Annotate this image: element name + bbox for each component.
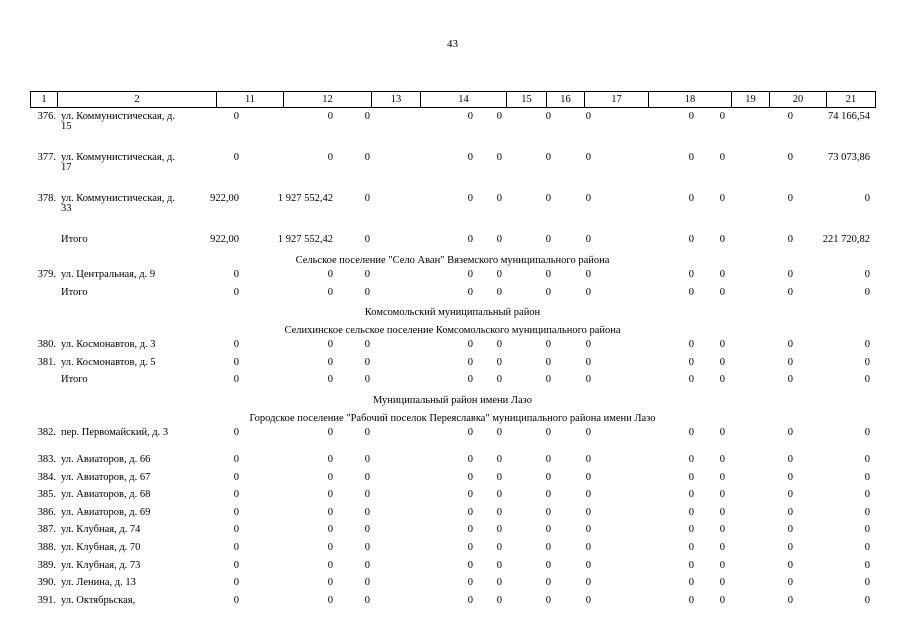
cell-col-18: 0 bbox=[688, 489, 694, 501]
table-row bbox=[0, 270, 905, 288]
cell-col-18: 0 bbox=[688, 356, 694, 368]
header-col-1: 1 bbox=[31, 92, 58, 107]
cell-col-18: 0 bbox=[688, 152, 694, 163]
cell-col-21: 221 720,82 bbox=[822, 234, 870, 245]
cell-col-16: 0 bbox=[545, 286, 551, 298]
table-row bbox=[0, 490, 905, 508]
cell-col-20: 0 bbox=[787, 454, 793, 466]
cell-col-15: 0 bbox=[496, 454, 502, 466]
cell-col-18: 0 bbox=[688, 339, 694, 351]
header-col-13: 13 bbox=[372, 92, 421, 107]
header-col-15: 15 bbox=[507, 92, 547, 107]
cell-col-16: 0 bbox=[545, 524, 551, 536]
table-row bbox=[0, 340, 905, 358]
cell-col-15: 0 bbox=[496, 506, 502, 518]
cell-col-20: 0 bbox=[787, 286, 793, 298]
cell-col-17: 0 bbox=[585, 427, 591, 439]
cell-col-12: 0 bbox=[327, 471, 333, 483]
row-address: ул. Авиаторов, д. 69 bbox=[61, 506, 151, 518]
cell-col-20: 0 bbox=[787, 524, 793, 536]
cell-col-12: 0 bbox=[327, 269, 333, 281]
cell-col-19: 0 bbox=[719, 454, 725, 466]
cell-col-21: 0 bbox=[864, 193, 870, 204]
cell-col-15: 0 bbox=[496, 427, 502, 439]
row-address: Итого bbox=[61, 374, 88, 386]
cell-col-20: 0 bbox=[787, 471, 793, 483]
section-heading: Муниципальный район имени Лазо bbox=[372, 395, 533, 407]
cell-col-12: 0 bbox=[327, 524, 333, 536]
row-number: 381. bbox=[37, 356, 56, 368]
cell-col-21: 0 bbox=[864, 506, 870, 518]
cell-col-12: 0 bbox=[327, 374, 333, 386]
cell-col-13: 0 bbox=[364, 193, 370, 204]
cell-col-13: 0 bbox=[364, 286, 370, 298]
section-heading: Селихинское сельское поселение Комсомольского муниципального района bbox=[284, 324, 621, 336]
cell-col-18: 0 bbox=[688, 269, 694, 281]
row-address: Итого bbox=[61, 234, 88, 245]
cell-col-14: 0 bbox=[467, 234, 473, 245]
cell-col-21: 0 bbox=[864, 559, 870, 571]
cell-col-13: 0 bbox=[364, 152, 370, 163]
cell-col-14: 0 bbox=[467, 427, 473, 439]
table-row bbox=[0, 596, 905, 614]
cell-col-13: 0 bbox=[364, 559, 370, 571]
section-heading: Городское поселение "Рабочий поселок Переяславка" муниципального района имени Лазо bbox=[249, 412, 656, 424]
cell-col-19: 0 bbox=[719, 152, 725, 163]
row-number: 387. bbox=[37, 524, 56, 536]
cell-col-11: 0 bbox=[233, 374, 239, 386]
row-address: Итого bbox=[61, 286, 88, 298]
cell-col-13: 0 bbox=[364, 542, 370, 554]
cell-col-16: 0 bbox=[545, 542, 551, 554]
cell-col-14: 0 bbox=[467, 286, 473, 298]
cell-col-15: 0 bbox=[496, 193, 502, 204]
cell-col-12: 0 bbox=[327, 506, 333, 518]
row-number: 376. bbox=[37, 111, 56, 122]
cell-col-17: 0 bbox=[585, 193, 591, 204]
cell-col-13: 0 bbox=[364, 427, 370, 439]
cell-col-19: 0 bbox=[719, 339, 725, 351]
cell-col-15: 0 bbox=[496, 559, 502, 571]
row-address: ул. Авиаторов, д. 68 bbox=[61, 489, 151, 501]
cell-col-19: 0 bbox=[719, 524, 725, 536]
cell-col-20: 0 bbox=[787, 594, 793, 606]
table-body bbox=[0, 112, 905, 613]
cell-col-16: 0 bbox=[545, 356, 551, 368]
table-row bbox=[0, 578, 905, 596]
cell-col-21: 0 bbox=[864, 286, 870, 298]
table-row bbox=[0, 112, 905, 153]
cell-col-13: 0 bbox=[364, 356, 370, 368]
cell-col-17: 0 bbox=[585, 542, 591, 554]
header-col-16: 16 bbox=[547, 92, 585, 107]
cell-col-11: 0 bbox=[233, 427, 239, 439]
cell-col-18: 0 bbox=[688, 506, 694, 518]
table-header bbox=[30, 91, 876, 108]
cell-col-16: 0 bbox=[545, 193, 551, 204]
table-row bbox=[0, 358, 905, 376]
cell-col-12: 0 bbox=[327, 594, 333, 606]
header-col-20: 20 bbox=[770, 92, 827, 107]
cell-col-11: 0 bbox=[233, 559, 239, 571]
row-address: ул. Космонавтов, д. 3 bbox=[61, 339, 156, 351]
cell-col-16: 0 bbox=[545, 152, 551, 163]
cell-col-12: 0 bbox=[327, 577, 333, 589]
row-address: ул. Космонавтов, д. 5 bbox=[61, 356, 156, 368]
cell-col-12: 0 bbox=[327, 111, 333, 122]
cell-col-14: 0 bbox=[467, 193, 473, 204]
cell-col-17: 0 bbox=[585, 269, 591, 281]
cell-col-14: 0 bbox=[467, 269, 473, 281]
cell-col-20: 0 bbox=[787, 193, 793, 204]
cell-col-16: 0 bbox=[545, 339, 551, 351]
cell-col-15: 0 bbox=[496, 152, 502, 163]
row-address: ул. Авиаторов, д. 66 bbox=[61, 454, 151, 466]
header-col-17: 17 bbox=[585, 92, 649, 107]
cell-col-18: 0 bbox=[688, 286, 694, 298]
cell-col-20: 0 bbox=[787, 234, 793, 245]
cell-col-18: 0 bbox=[688, 374, 694, 386]
cell-col-18: 0 bbox=[688, 559, 694, 571]
cell-col-18: 0 bbox=[688, 111, 694, 122]
cell-col-17: 0 bbox=[585, 577, 591, 589]
cell-col-20: 0 bbox=[787, 542, 793, 554]
cell-col-17: 0 bbox=[585, 286, 591, 298]
cell-col-12: 0 bbox=[327, 152, 333, 163]
cell-col-21: 0 bbox=[864, 339, 870, 351]
cell-col-16: 0 bbox=[545, 427, 551, 439]
cell-col-17: 0 bbox=[585, 454, 591, 466]
cell-col-16: 0 bbox=[545, 269, 551, 281]
cell-col-21: 0 bbox=[864, 524, 870, 536]
cell-col-11: 0 bbox=[233, 489, 239, 501]
cell-col-15: 0 bbox=[496, 111, 502, 122]
cell-col-14: 0 bbox=[467, 374, 473, 386]
cell-col-15: 0 bbox=[496, 542, 502, 554]
cell-col-19: 0 bbox=[719, 559, 725, 571]
cell-col-17: 0 bbox=[585, 471, 591, 483]
cell-col-11: 922,00 bbox=[210, 234, 239, 245]
cell-col-20: 0 bbox=[787, 111, 793, 122]
cell-col-18: 0 bbox=[688, 577, 694, 589]
cell-col-20: 0 bbox=[787, 269, 793, 281]
cell-col-12: 0 bbox=[327, 339, 333, 351]
cell-col-14: 0 bbox=[467, 339, 473, 351]
cell-col-14: 0 bbox=[467, 454, 473, 466]
cell-col-12: 0 bbox=[327, 489, 333, 501]
table-row bbox=[0, 543, 905, 561]
cell-col-14: 0 bbox=[467, 577, 473, 589]
cell-col-15: 0 bbox=[496, 594, 502, 606]
cell-col-19: 0 bbox=[719, 471, 725, 483]
row-address: ул. Авиаторов, д. 67 bbox=[61, 471, 151, 483]
cell-col-20: 0 bbox=[787, 577, 793, 589]
cell-col-14: 0 bbox=[467, 542, 473, 554]
header-col-21: 21 bbox=[845, 94, 857, 105]
row-address: ул. Коммунистическая, д. 17 bbox=[61, 152, 175, 173]
cell-col-19: 0 bbox=[719, 374, 725, 386]
cell-col-14: 0 bbox=[467, 152, 473, 163]
cell-col-16: 0 bbox=[545, 506, 551, 518]
header-col-11: 11 bbox=[217, 92, 284, 107]
cell-col-17: 0 bbox=[585, 111, 591, 122]
cell-col-13: 0 bbox=[364, 506, 370, 518]
cell-col-17: 0 bbox=[585, 234, 591, 245]
cell-col-12: 0 bbox=[327, 356, 333, 368]
cell-col-20: 0 bbox=[787, 506, 793, 518]
cell-col-21: 73 073,86 bbox=[828, 152, 870, 163]
cell-col-11: 0 bbox=[233, 152, 239, 163]
row-number: 385. bbox=[37, 489, 56, 501]
row-address: ул. Клубная, д. 70 bbox=[61, 542, 141, 554]
cell-col-17: 0 bbox=[585, 489, 591, 501]
cell-col-12: 0 bbox=[327, 559, 333, 571]
cell-col-16: 0 bbox=[545, 111, 551, 122]
cell-col-20: 0 bbox=[787, 374, 793, 386]
cell-col-16: 0 bbox=[545, 454, 551, 466]
header-col-12: 12 bbox=[284, 92, 372, 107]
cell-col-15: 0 bbox=[496, 286, 502, 298]
cell-col-20: 0 bbox=[787, 489, 793, 501]
cell-col-13: 0 bbox=[364, 111, 370, 122]
row-number: 377. bbox=[37, 152, 56, 163]
cell-col-21: 0 bbox=[864, 374, 870, 386]
row-address: ул. Октябрьская, bbox=[61, 594, 136, 606]
cell-col-13: 0 bbox=[364, 524, 370, 536]
cell-col-13: 0 bbox=[364, 489, 370, 501]
cell-col-17: 0 bbox=[585, 339, 591, 351]
row-number: 391. bbox=[37, 594, 56, 606]
table-row bbox=[0, 235, 905, 253]
row-address: ул. Коммунистическая, д. 33 bbox=[61, 193, 175, 214]
cell-col-14: 0 bbox=[467, 506, 473, 518]
cell-col-19: 0 bbox=[719, 594, 725, 606]
cell-col-12: 0 bbox=[327, 542, 333, 554]
cell-col-16: 0 bbox=[545, 374, 551, 386]
cell-col-17: 0 bbox=[585, 374, 591, 386]
cell-col-19: 0 bbox=[719, 577, 725, 589]
cell-col-19: 0 bbox=[719, 111, 725, 122]
row-number: 389. bbox=[37, 559, 56, 571]
row-number: 384. bbox=[37, 471, 56, 483]
cell-col-20: 0 bbox=[787, 427, 793, 439]
cell-col-19: 0 bbox=[719, 542, 725, 554]
cell-col-17: 0 bbox=[585, 524, 591, 536]
cell-col-18: 0 bbox=[688, 594, 694, 606]
cell-col-14: 0 bbox=[467, 356, 473, 368]
cell-col-21: 0 bbox=[864, 471, 870, 483]
cell-col-19: 0 bbox=[719, 286, 725, 298]
cell-col-21: 0 bbox=[864, 427, 870, 439]
cell-col-18: 0 bbox=[688, 471, 694, 483]
cell-col-16: 0 bbox=[545, 594, 551, 606]
cell-col-21: 0 bbox=[864, 594, 870, 606]
row-number: 378. bbox=[37, 193, 56, 204]
cell-col-15: 0 bbox=[496, 374, 502, 386]
row-address: пер. Первомайский, д. 3 bbox=[61, 427, 169, 439]
section-heading: Комсомольский муниципальный район bbox=[364, 307, 541, 319]
cell-col-18: 0 bbox=[688, 542, 694, 554]
cell-col-14: 0 bbox=[467, 111, 473, 122]
cell-col-15: 0 bbox=[496, 234, 502, 245]
row-number: 386. bbox=[37, 506, 56, 518]
table-row bbox=[0, 375, 905, 393]
cell-col-19: 0 bbox=[719, 193, 725, 204]
cell-col-18: 0 bbox=[688, 454, 694, 466]
cell-col-18: 0 bbox=[688, 427, 694, 439]
cell-col-19: 0 bbox=[719, 269, 725, 281]
cell-col-20: 0 bbox=[787, 152, 793, 163]
cell-col-15: 0 bbox=[496, 524, 502, 536]
cell-col-18: 0 bbox=[688, 524, 694, 536]
cell-col-21: 0 bbox=[864, 489, 870, 501]
cell-col-21: 0 bbox=[864, 577, 870, 589]
cell-col-18: 0 bbox=[688, 234, 694, 245]
cell-col-17: 0 bbox=[585, 506, 591, 518]
cell-col-15: 0 bbox=[496, 577, 502, 589]
cell-col-11: 922,00 bbox=[210, 193, 239, 204]
table-row bbox=[0, 508, 905, 526]
cell-col-16: 0 bbox=[545, 559, 551, 571]
row-address: ул. Клубная, д. 74 bbox=[61, 524, 141, 536]
cell-col-11: 0 bbox=[233, 269, 239, 281]
cell-col-13: 0 bbox=[364, 374, 370, 386]
row-address: ул. Клубная, д. 73 bbox=[61, 559, 141, 571]
cell-col-21: 0 bbox=[864, 356, 870, 368]
table-row bbox=[0, 194, 905, 235]
cell-col-13: 0 bbox=[364, 454, 370, 466]
cell-col-11: 0 bbox=[233, 356, 239, 368]
cell-col-14: 0 bbox=[467, 559, 473, 571]
row-number: 388. bbox=[37, 542, 56, 554]
row-address: ул. Центральная, д. 9 bbox=[61, 269, 156, 281]
table-row bbox=[0, 525, 905, 543]
row-address: ул. Ленина, д. 13 bbox=[61, 577, 136, 589]
cell-col-19: 0 bbox=[719, 427, 725, 439]
row-number: 390. bbox=[37, 577, 56, 589]
cell-col-14: 0 bbox=[467, 594, 473, 606]
cell-col-21: 0 bbox=[864, 542, 870, 554]
cell-col-17: 0 bbox=[585, 356, 591, 368]
cell-col-11: 0 bbox=[233, 506, 239, 518]
table-row bbox=[0, 455, 905, 473]
cell-col-13: 0 bbox=[364, 339, 370, 351]
cell-col-14: 0 bbox=[467, 489, 473, 501]
cell-col-11: 0 bbox=[233, 286, 239, 298]
cell-col-12: 1 927 552,42 bbox=[277, 234, 333, 245]
header-col-19: 19 bbox=[732, 92, 770, 107]
cell-col-12: 0 bbox=[327, 286, 333, 298]
cell-col-15: 0 bbox=[496, 339, 502, 351]
cell-col-13: 0 bbox=[364, 594, 370, 606]
cell-col-16: 0 bbox=[545, 489, 551, 501]
cell-col-19: 0 bbox=[719, 506, 725, 518]
row-number: 379. bbox=[37, 269, 56, 281]
table-row bbox=[0, 288, 905, 306]
cell-col-13: 0 bbox=[364, 234, 370, 245]
cell-col-20: 0 bbox=[787, 356, 793, 368]
cell-col-19: 0 bbox=[719, 234, 725, 245]
table-row bbox=[0, 561, 905, 579]
cell-col-21: 0 bbox=[864, 269, 870, 281]
cell-col-15: 0 bbox=[496, 356, 502, 368]
cell-col-11: 0 bbox=[233, 111, 239, 122]
cell-col-12: 0 bbox=[327, 454, 333, 466]
row-number: 382. bbox=[37, 427, 56, 439]
cell-col-12: 1 927 552,42 bbox=[277, 193, 333, 204]
cell-col-20: 0 bbox=[787, 339, 793, 351]
header-col-18: 18 bbox=[649, 92, 732, 107]
row-number: 380. bbox=[37, 339, 56, 351]
table-row bbox=[0, 473, 905, 491]
header-col-2: 2 bbox=[58, 92, 217, 107]
table-row bbox=[0, 153, 905, 194]
cell-col-11: 0 bbox=[233, 524, 239, 536]
page-number: 43 bbox=[447, 38, 458, 50]
cell-col-11: 0 bbox=[233, 454, 239, 466]
cell-col-16: 0 bbox=[545, 234, 551, 245]
cell-col-11: 0 bbox=[233, 577, 239, 589]
cell-col-19: 0 bbox=[719, 356, 725, 368]
cell-col-11: 0 bbox=[233, 339, 239, 351]
cell-col-12: 0 bbox=[327, 427, 333, 439]
table-row bbox=[0, 428, 905, 455]
cell-col-20: 0 bbox=[787, 559, 793, 571]
cell-col-15: 0 bbox=[496, 489, 502, 501]
cell-col-21: 74 166,54 bbox=[828, 111, 870, 122]
row-number: 383. bbox=[37, 454, 56, 466]
cell-col-15: 0 bbox=[496, 471, 502, 483]
cell-col-14: 0 bbox=[467, 471, 473, 483]
cell-col-14: 0 bbox=[467, 524, 473, 536]
cell-col-17: 0 bbox=[585, 152, 591, 163]
cell-col-11: 0 bbox=[233, 471, 239, 483]
section-heading: Сельское поселение "Село Аван" Вяземского муниципального района bbox=[295, 254, 610, 266]
cell-col-11: 0 bbox=[233, 542, 239, 554]
cell-col-21: 0 bbox=[864, 454, 870, 466]
header-col-14: 14 bbox=[421, 92, 507, 107]
cell-col-17: 0 bbox=[585, 594, 591, 606]
cell-col-19: 0 bbox=[719, 489, 725, 501]
cell-col-13: 0 bbox=[364, 471, 370, 483]
cell-col-11: 0 bbox=[233, 594, 239, 606]
cell-col-16: 0 bbox=[545, 577, 551, 589]
cell-col-13: 0 bbox=[364, 269, 370, 281]
cell-col-18: 0 bbox=[688, 193, 694, 204]
cell-col-15: 0 bbox=[496, 269, 502, 281]
cell-col-17: 0 bbox=[585, 559, 591, 571]
row-address: ул. Коммунистическая, д. 15 bbox=[61, 111, 175, 132]
cell-col-16: 0 bbox=[545, 471, 551, 483]
cell-col-13: 0 bbox=[364, 577, 370, 589]
